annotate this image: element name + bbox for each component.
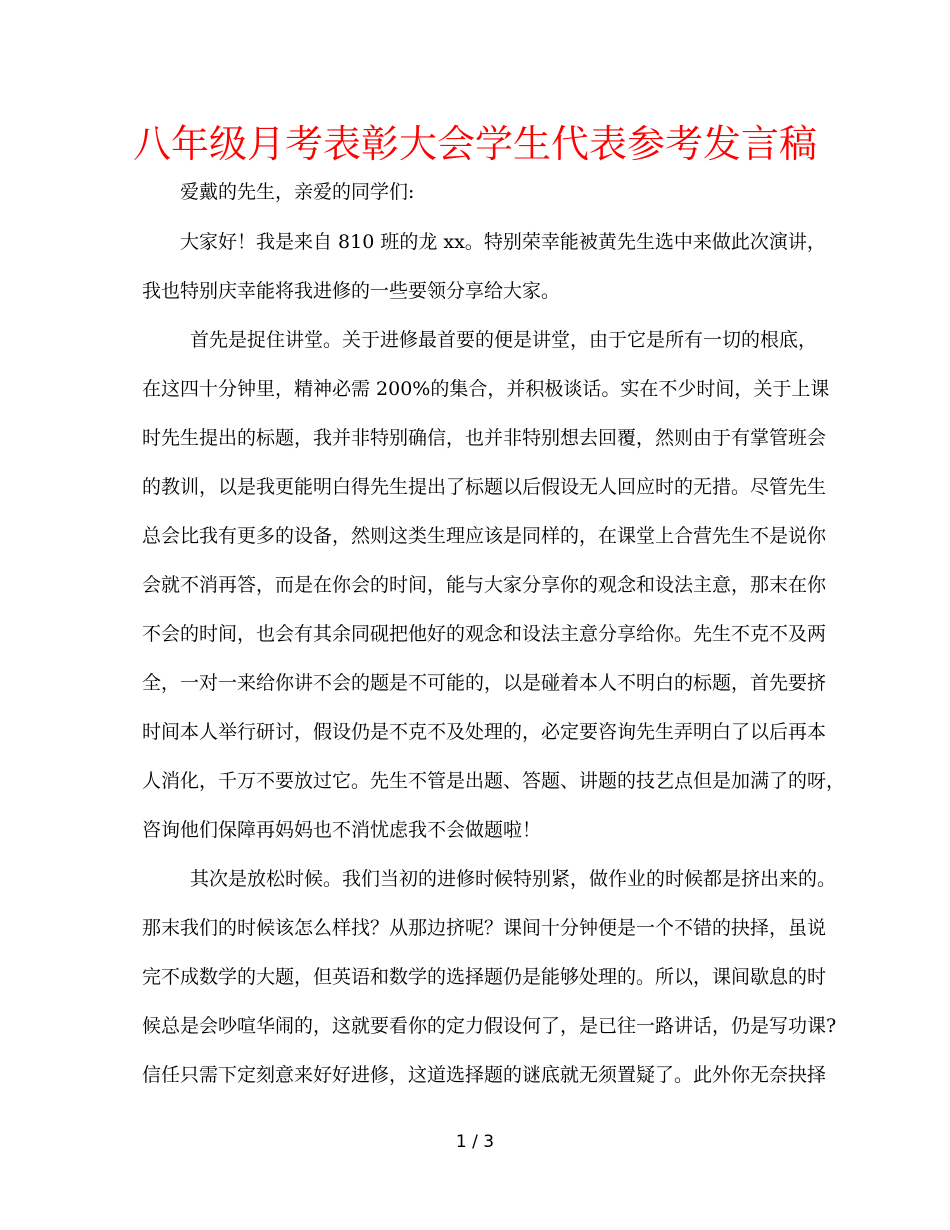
paragraph-line: 总会比我有更多的设备，然则这类生理应该是同样的，在课堂上合营先生不是说你	[142, 525, 827, 547]
greeting-line: 爱戴的先生，亲爱的同学们:	[180, 181, 415, 203]
document-title: 八年级月考表彰大会学生代表参考发言稿	[132, 122, 817, 166]
paragraph-line: 人消化，千万不要放过它。先生不管是出题、答题、讲题的技艺点但是加满了的呀，	[142, 770, 846, 792]
paragraph-line: 时先生提出的标题，我并非特别确信，也并非特别想去回覆，然则由于有掌管班会	[142, 427, 827, 449]
paragraph-line: 完不成数学的大题，但英语和数学的选择题仍是能够处理的。所以，课间歇息的时	[142, 966, 827, 988]
paragraph-line: 大家好！我是来自 810 班的龙 xx。特别荣幸能被黄先生选中来做此次演讲，	[180, 231, 826, 253]
paragraph-line: 首先是捉住讲堂。关于进修最首要的便是讲堂，由于它是所有一切的根底，	[190, 329, 818, 351]
paragraph-line: 全，一对一来给你讲不会的题是不可能的，以是碰着本人不明白的标题，首先要挤	[142, 672, 827, 694]
paragraph-line: 那末我们的时候该怎么样找？从那边挤呢？课间十分钟便是一个不错的抉择，虽说	[142, 917, 827, 939]
paragraph-line: 在这四十分钟里，精神必需 200%的集合，并积极谈话。实在不少时间，关于上课	[142, 378, 830, 400]
paragraph-line: 我也特别庆幸能将我进修的一些要领分享给大家。	[142, 280, 561, 302]
paragraph-line: 信任只需下定刻意来好好进修，这道选择题的谜底就无须置疑了。此外你无奈抉择	[142, 1064, 827, 1086]
paragraph-line: 不会的时间，也会有其余同砚把他好的观念和设法主意分享给你。先生不克不及两	[142, 623, 827, 645]
paragraph-line: 其次是放松时候。我们当初的进修时候特别紧，做作业的时候都是挤出来的。	[190, 868, 837, 890]
paragraph-line: 咨询他们保障再妈妈也不消忧虑我不会做题啦！	[142, 819, 542, 841]
paragraph-line: 会就不消再答，而是在你会的时间，能与大家分享你的观念和设法主意，那末在你	[142, 574, 827, 596]
paragraph-line: 时间本人举行研讨，假设仍是不克不及处理的，必定要咨询先生弄明白了以后再本	[142, 721, 827, 743]
paragraph-line: 候总是会吵喧华闹的，这就要看你的定力假设何了，是已往一路讲话，仍是写功课?	[142, 1015, 837, 1037]
paragraph-line: 的教训，以是我更能明白得先生提出了标题以后假设无人回应时的无措。尽管先生	[142, 476, 827, 498]
page-number: 1 / 3	[455, 1132, 495, 1152]
